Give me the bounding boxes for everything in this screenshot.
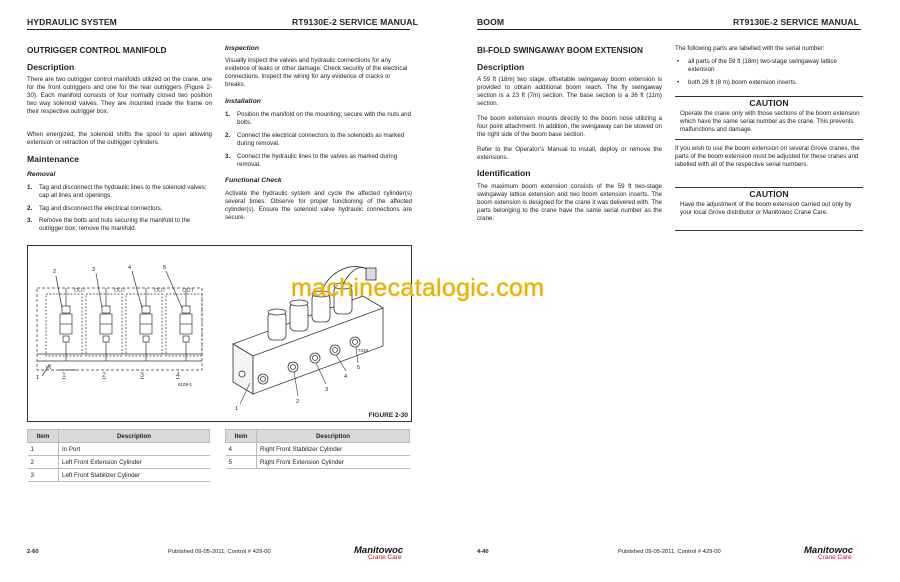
svg-text:3: 3 (140, 372, 144, 379)
several-cranes-text: If you wish to use the boom extension on several Grove cranes, the parts of the boom extension must be adjusted for these cranes and labelled with all of the respective serial numbers. (675, 145, 860, 168)
schematic-port-labels (46, 288, 195, 371)
caution-1-rule (675, 96, 863, 97)
right-description-heading: Description (477, 62, 525, 72)
table-row: 4 Right Front Stabilizer Cylinder (226, 443, 410, 456)
svg-text:3: 3 (325, 387, 329, 393)
svg-text:1: 1 (36, 375, 40, 381)
left-description-p1: There are two outrigger control manifolds utilized on the crane, one for the front outriggers and one for the rear outriggers (Figure 2-30). Each manifold consists of four normally closed two position two way solenoid valves. They are mounted inside the frame on their respective outrigger box. (27, 76, 212, 115)
svg-text:4: 4 (128, 265, 132, 271)
svg-text:OUT: OUT (74, 288, 86, 294)
installation-heading: Installation (225, 98, 261, 105)
list-item: • all parts of the 59 ft (18m) two-stage swingaway lattice extension (677, 58, 837, 73)
table-row: 2 Left Front Extension Cylinder (28, 456, 210, 469)
list-item: • both 26 ft (8 m) boom extension inserts. (677, 79, 798, 86)
right-section-title: BI-FOLD SWINGAWAY BOOM EXTENSION (477, 45, 643, 55)
column-header-item: Item (226, 430, 257, 443)
figure-2-30 (27, 245, 412, 422)
hydraulic-schematic (37, 271, 202, 376)
table-row: 1 In Port (28, 443, 210, 456)
caution-2-bottom-rule (675, 230, 863, 231)
schematic-callouts (36, 265, 193, 387)
svg-text:OUT: OUT (114, 288, 126, 294)
table-header-row (28, 430, 210, 443)
figure-drawing (28, 246, 411, 421)
right-page-number: 4-40 (477, 549, 489, 555)
svg-text:1: 1 (235, 406, 239, 412)
svg-text:7319: 7319 (358, 348, 369, 353)
installation-steps (225, 111, 412, 174)
serial-bullets (675, 58, 863, 87)
identification-heading: Identification (477, 168, 531, 178)
left-published: Published 09-05-2011, Control # 429-00 (168, 549, 271, 555)
functional-check-heading: Functional Check (225, 177, 282, 184)
svg-text:2: 2 (53, 269, 57, 275)
identification-text: The maximum boom extension consists of the 59 ft two-stage swingaway lattice extension and two boom extension inserts. The boom extension is designed for the crane it was delivered with. The parts belonging to the crane have the same serial number as the crane. (477, 183, 662, 222)
schematic-port-numbers (62, 372, 180, 379)
svg-text:4: 4 (344, 374, 348, 380)
right-published: Published 09-05-2011, Control # 429-00 (618, 549, 721, 555)
table-row: 3 Left Front Stabilizer Cylinder (28, 469, 210, 482)
parts-table-1 (27, 429, 210, 482)
parts-table-2 (225, 429, 410, 469)
right-header-section: BOOM (477, 17, 505, 27)
column-header-item: Item (28, 430, 59, 443)
right-description-p2: The boom extension mounts directly to the boom nose utilizing a four point attachment. In addition, the swingaway can be stowed on the right side of the boom base section. (477, 115, 662, 138)
valve-cells (46, 294, 202, 356)
caution-1-bottom-rule (675, 139, 863, 140)
svg-text:IN: IN (46, 365, 52, 371)
installation-step: 2. Connect the electrical connectors to the solenoids as marked during removal. (225, 132, 405, 147)
maintenance-heading: Maintenance (27, 154, 80, 164)
removal-step: 1. Tag and disconnect the hydraulic lines to the solenoid valves; cap all lines and openings. (27, 184, 207, 199)
caution-1-title: CAUTION (749, 98, 789, 108)
svg-text:OUT: OUT (182, 288, 194, 294)
left-page-number: 2-60 (27, 549, 39, 555)
svg-text:5: 5 (357, 365, 361, 371)
left-manitowoc-logo: Manitowoc Crane Care (354, 545, 404, 561)
installation-step: 1. Position the manifold on the mounting; secure with the nuts and bolts. (225, 111, 412, 126)
serial-intro: The following parts are labelled with the serial number: (675, 45, 825, 52)
left-section-title: OUTRIGGER CONTROL MANIFOLD (27, 45, 167, 55)
installation-step: 3. Connect the hydraulic lines to the valves as marked during removal. (225, 153, 398, 168)
svg-text:2: 2 (102, 372, 106, 379)
column-header-description: Description (59, 430, 210, 443)
svg-text:OUT: OUT (154, 288, 166, 294)
functional-check-text: Activate the hydraulic system and cycle the affected cylinder(s) several times. Observe for proper functioning of the affected cylinder(s). Ensure the solenoid valve hydraulic connections are secure. (225, 190, 412, 221)
caution-2-rule (675, 187, 863, 188)
removal-step: 2. Tag and disconnect the electrical connectors. (27, 205, 163, 212)
svg-text:6109-1: 6109-1 (178, 382, 193, 387)
right-description-p3: Refer to the Operator’s Manual to install, deploy or remove the extensions. (477, 146, 662, 161)
column-header-description: Description (257, 430, 410, 443)
left-description-p2: When energized, the solenoid shifts the spool to open allowing extension or retraction of the outrigger cylinders. (27, 131, 212, 146)
right-header-rule (477, 29, 861, 30)
svg-text:2: 2 (296, 399, 300, 405)
left-description-heading: Description (27, 62, 75, 72)
caution-2-title: CAUTION (749, 189, 789, 199)
table-row: 5 Right Front Extension Cylinder (226, 456, 410, 469)
removal-steps (27, 184, 212, 238)
svg-text:1: 1 (62, 372, 66, 379)
right-manitowoc-logo: Manitowoc Crane Care (804, 545, 854, 561)
caution-1-text: Operate the crane only with those sections of the boom extension which have the same serial number as the crane. This prevents malfunctions and damage. (680, 110, 860, 133)
inspection-heading: Inspection (225, 45, 259, 52)
svg-text:4: 4 (176, 372, 180, 379)
figure-caption: FIGURE 2-30 (368, 412, 408, 419)
table-header-row (226, 430, 410, 443)
watermark: machinecatalogic.com (291, 274, 545, 302)
left-header-manual: RT9130E-2 SERVICE MANUAL (292, 17, 418, 27)
left-header-rule (27, 29, 410, 30)
right-header-manual: RT9130E-2 SERVICE MANUAL (733, 17, 859, 27)
svg-text:5: 5 (163, 265, 167, 271)
svg-text:3: 3 (92, 267, 96, 273)
caution-2-text: Have the adjustment of the boom extension carried out only by your local Grove distributor or Manitowoc Crane Care. (680, 201, 852, 216)
removal-step: 3. Remove the bolts and nuts securing the manifold to the outrigger box; remove the manifold. (27, 217, 191, 232)
left-header-section: HYDRAULIC SYSTEM (27, 17, 117, 27)
removal-heading: Removal (27, 171, 56, 178)
right-description-p1: A 59 ft (18m) two stage, offsetable swingaway boom extension is provided to obtain additional boom reach. The fly swingaway section is a 23 ft (7m) section. The base section is a 36 ft (11m) section. (477, 76, 662, 107)
inspection-text: Visually inspect the valves and hydraulic connections for any evidence of leaks or other damage. Check security of the electrical connections. Inspect the wiring for any evidence of cracks or breaks. (225, 57, 408, 88)
